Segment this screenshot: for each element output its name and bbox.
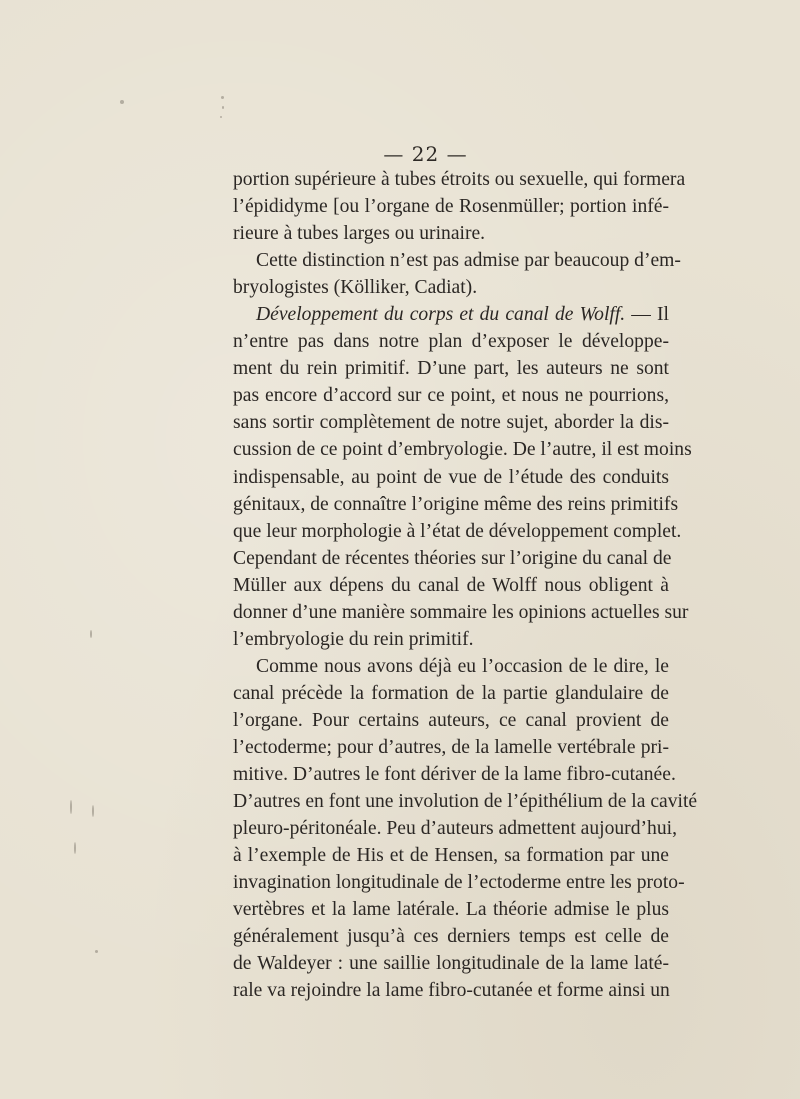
text-line: l’ectoderme; pour d’autres, de la lamelle vertébrale pri- [233, 736, 669, 758]
scan-speck [221, 96, 224, 99]
text-line: que leur morphologie à l’état de développement complet. [233, 520, 682, 542]
text-line: sans sortir complètement de notre sujet, aborder la dis- [233, 412, 669, 434]
text-line: l’épididyme [ou l’organe de Rosenmüller; portion infé- [233, 196, 669, 218]
text-line: pas encore d’accord sur ce point, et nous ne pourrions, [233, 385, 669, 407]
text-fragment: — Il [631, 304, 669, 326]
text-line: portion supérieure à tubes étroits ou sexuelle, qui formera [233, 169, 686, 190]
text-line: pleuro-péritonéale. Peu d’auteurs admettent aujourd’hui, [233, 818, 677, 840]
text-line: l’organe. Pour certains auteurs, ce canal provient de [233, 709, 669, 731]
text-line: D’autres en font une involution de l’épithélium de la cavité [233, 791, 698, 813]
body-text [233, 166, 698, 1004]
text-line: mitive. D’autres le font dériver de la lame fibro-cutanée. [233, 764, 676, 786]
text-line: cussion de ce point d’embryologie. De l’autre, il est moins [233, 439, 692, 461]
scan-speck [90, 630, 92, 638]
text-line: l’embryologie du rein primitif. [233, 628, 474, 650]
page-number: — 22 — [383, 142, 468, 166]
text-line: bryologistes (Kölliker, Cadiat). [233, 277, 478, 299]
text-line: Müller aux dépens du canal de Wolff nous obligent à [233, 574, 669, 596]
text-line: génitaux, de connaître l’origine même des reins primitifs [233, 493, 679, 515]
scan-speck [95, 950, 98, 953]
scan-speck [120, 100, 124, 104]
text-line: Comme nous avons déjà eu l’occasion de le dire, le [256, 655, 669, 677]
scan-speck [220, 116, 222, 118]
text-line: canal précède la formation de la partie glandulaire de [233, 682, 669, 704]
section-heading: Développement du corps et du canal de Wolff. [256, 304, 626, 326]
text-line: ment du rein primitif. D’une part, les auteurs ne sont [233, 358, 669, 380]
scan-speck [74, 842, 76, 854]
scan-speck [70, 800, 72, 814]
text-line: donner d’une manière sommaire les opinions actuelles sur [233, 601, 689, 623]
scan-speck [222, 106, 224, 109]
text-line: de Waldeyer : une saillie longitudinale de la lame laté- [233, 953, 669, 975]
text-line: à l’exemple de His et de Hensen, sa formation par une [233, 845, 669, 867]
text-line: généralement jusqu’à ces derniers temps est celle de [233, 926, 669, 948]
text-line: vertèbres et la lame latérale. La théorie admise le plus [233, 899, 669, 921]
section-line [233, 301, 669, 328]
text-line: n’entre pas dans notre plan d’exposer le développe- [233, 331, 669, 353]
scan-speck [92, 805, 94, 817]
text-line: Cette distinction n’est pas admise par beaucoup d’em- [256, 250, 681, 272]
text-line: rieure à tubes larges ou urinaire. [233, 223, 486, 245]
text-line: indispensable, au point de vue de l’étude des conduits [233, 466, 669, 488]
text-line: Cependant de récentes théories sur l’origine du canal de [233, 547, 672, 569]
text-line: invagination longitudinale de l’ectoderme entre les proto- [233, 872, 685, 894]
text-line: rale va rejoindre la lame fibro-cutanée et forme ainsi un [233, 980, 670, 1002]
